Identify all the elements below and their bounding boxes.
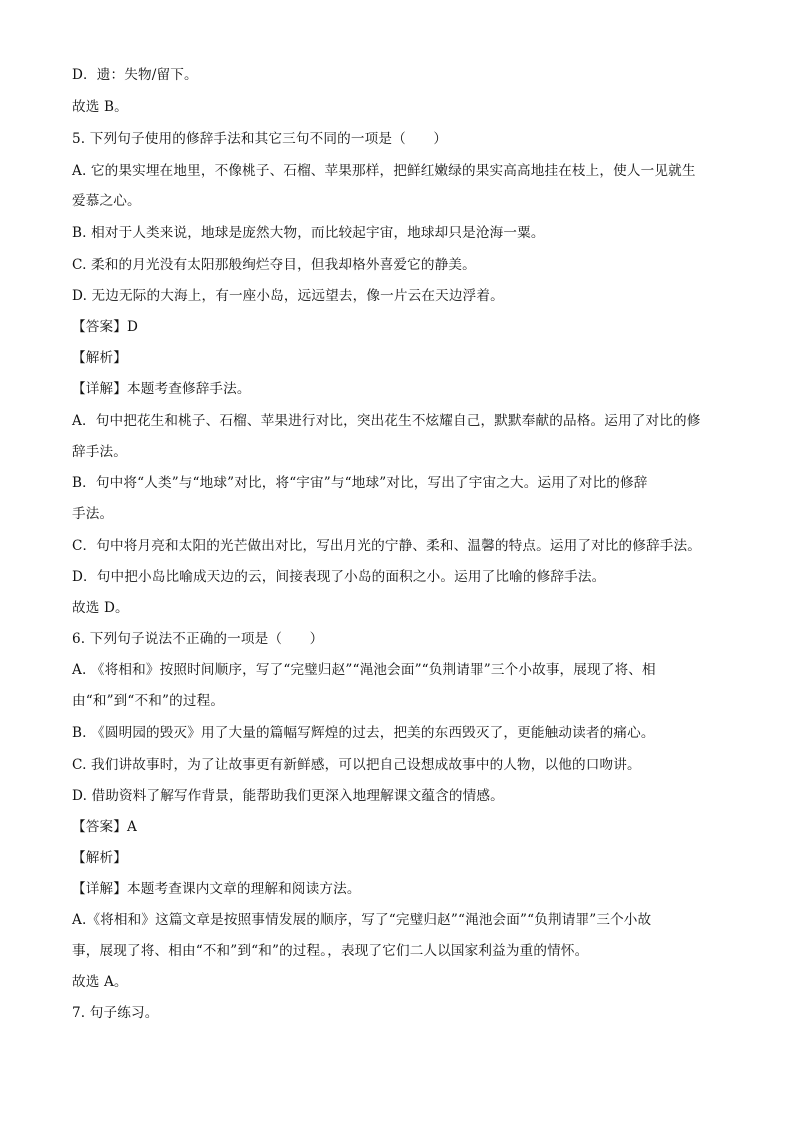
explanation-line: 事，展现了将、相由“不和”到“和”的过程。，表现了它们二人以国家利益为重的情怀。 <box>72 943 589 959</box>
option-c-line: C. 我们讲故事时，为了让故事更有新鲜感，可以把自己设想成故事中的人物，以他的口吻讲。 <box>72 757 641 773</box>
question-7-stem: 7. 句子练习。 <box>72 1005 159 1021</box>
option-d-line: D. 借助资料了解写作背景，能帮助我们更深入地理解课文蕴含的情感。 <box>72 788 504 804</box>
option-a-line: 由“和”到“不和”的过程。 <box>72 693 225 709</box>
detail-label: 【详解】本题考查修辞手法。 <box>72 381 251 397</box>
answer-label: 【答案】D <box>72 319 139 335</box>
conclusion-line: 故选 D。 <box>72 600 129 616</box>
option-a-line: A. 《将相和》按照时间顺序，写了“完璧归赵”“渑池会面”“负荆请罪”三个小故事，展现了将、相 <box>72 662 656 678</box>
analysis-label: 【解析】 <box>72 350 127 366</box>
answer-label: 【答案】A <box>72 819 137 835</box>
analysis-label: 【解析】 <box>72 850 127 866</box>
explanation-line: A.《将相和》这篇文章是按照事情发展的顺序，写了“完璧归赵”“渑池会面”“负荆请罪”三个小故 <box>72 912 652 928</box>
conclusion-line: 故选 A。 <box>72 974 128 990</box>
text-line: 故选 B。 <box>72 99 128 115</box>
question-6-stem: 6. 下列句子说法不正确的一项是（ ） <box>72 631 324 647</box>
option-a-line: A. 它的果实埋在地里，不像桃子、石榴、苹果那样，把鲜红嫩绿的果实高高地挂在枝上，使人一见就生 <box>72 163 696 179</box>
option-b-line: B. 相对于人类来说，地球是庞然大物，而比较起宇宙，地球却只是沧海一粟。 <box>72 225 545 241</box>
explanation-line: 手法。 <box>72 506 114 522</box>
question-5-stem: 5. 下列句子使用的修辞手法和其它三句不同的一项是（ ） <box>72 131 448 147</box>
explanation-line: A．句中把花生和桃子、石榴、苹果进行对比，突出花生不炫耀自己，默默奉献的品格。运用了对比的修 <box>72 413 701 429</box>
option-d-line: D. 无边无际的大海上，有一座小岛，远远望去，像一片云在天边浮着。 <box>72 288 504 304</box>
option-a-line: 爱慕之心。 <box>72 193 141 209</box>
explanation-line: D．句中把小岛比喻成天边的云，间接表现了小岛的面积之小。运用了比喻的修辞手法。 <box>72 569 606 585</box>
option-b-line: B. 《圆明园的毁灭》用了大量的篇幅写辉煌的过去，把美的东西毁灭了，更能触动读者的痛心。 <box>72 725 655 741</box>
explanation-line: C．句中将月亮和太阳的光芒做出对比，写出月光的宁静、柔和、温馨的特点。运用了对比的修辞手法。 <box>72 538 702 554</box>
text-line: D．遗：失物/留下。 <box>72 67 198 83</box>
explanation-line: 辞手法。 <box>72 444 127 460</box>
option-c-line: C. 柔和的月光没有太阳那般绚烂夺目，但我却格外喜爱它的静美。 <box>72 257 476 273</box>
explanation-line: B．句中将“人类”与“地球”对比，将“宇宙”与“地球”对比，写出了宇宙之大。运用了对比的修辞 <box>72 475 648 491</box>
detail-label: 【详解】本题考查课内文章的理解和阅读方法。 <box>72 881 361 897</box>
